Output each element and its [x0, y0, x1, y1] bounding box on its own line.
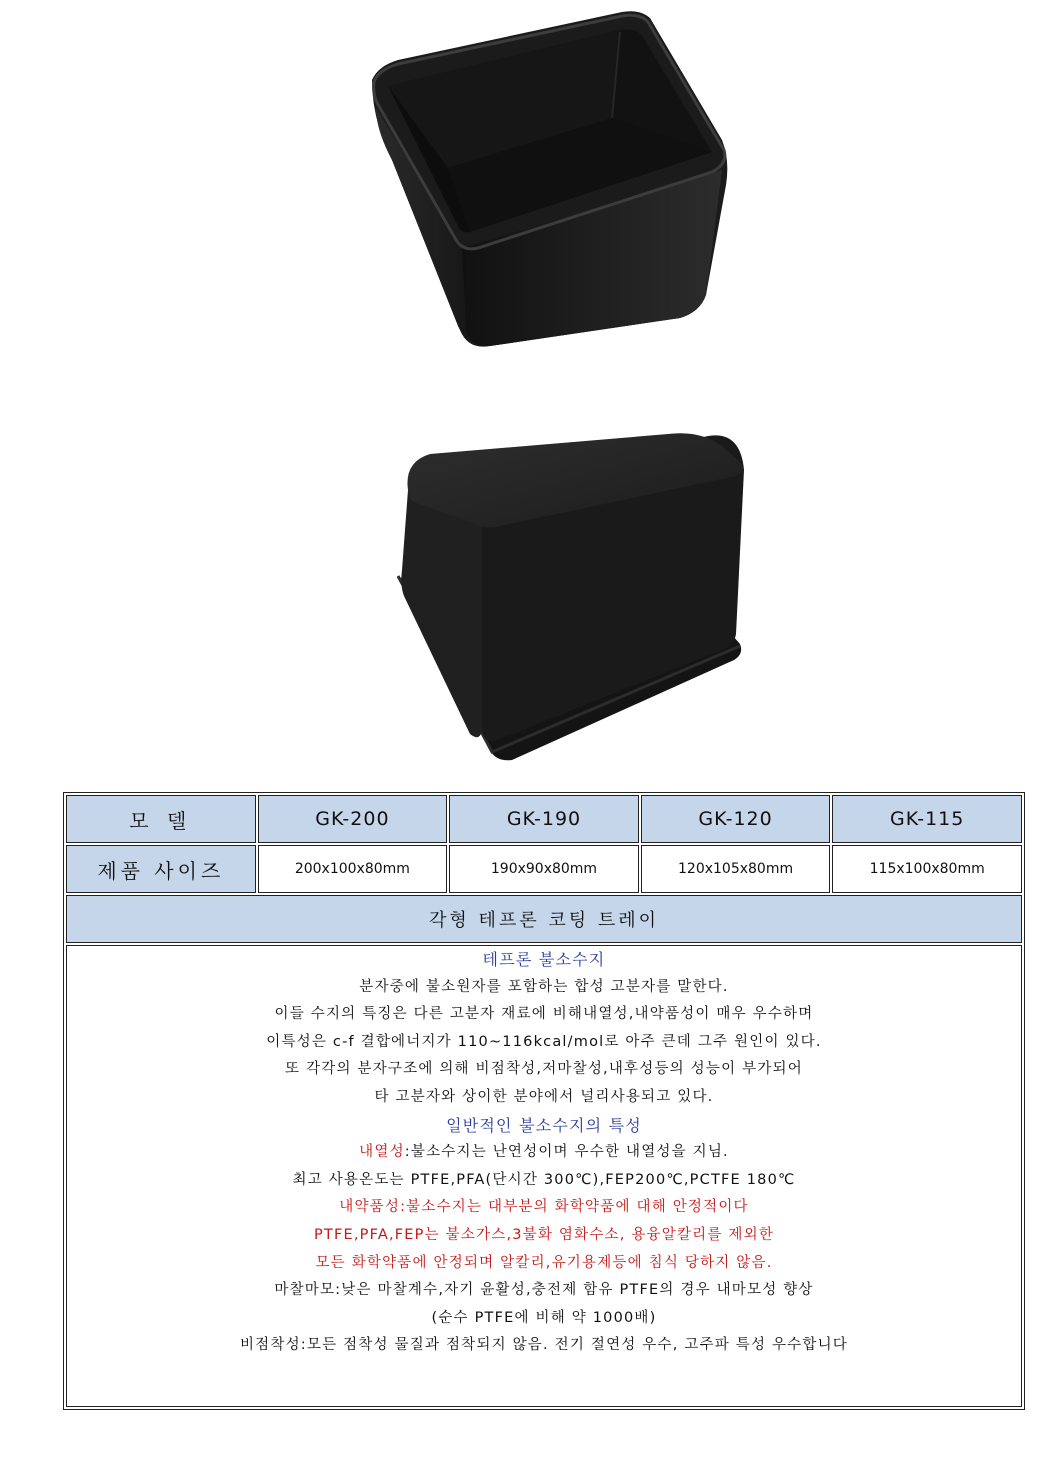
description-line: 또 각각의 분자구조에 의해 비점착성,저마찰성,내후성등의 성능이 부가되어 [285, 1061, 803, 1078]
description-cell [66, 945, 1022, 1407]
spec-table [63, 792, 1025, 1410]
nonstick-line: 비점착성:모든 점착성 물질과 점착되지 않음. 전기 절연성 우수, 고주파 특성 우수합니다 [239, 1337, 849, 1354]
description-row [66, 945, 1022, 1407]
size-label: 제품 사이즈 [66, 845, 256, 893]
heading-properties: 일반적인 불소수지의 특성 [446, 1115, 642, 1135]
heading-teflon: 테프론 불소수지 [482, 950, 606, 969]
product-title: 각형 테프론 코팅 트레이 [66, 895, 1022, 943]
size-cell: 115x100x80mm [832, 845, 1022, 893]
description-line: 이들 수지의 특징은 다른 고분자 재료에 비해내열성,내약품성이 매우 우수하며 [274, 1006, 814, 1023]
description-line: 타 고분자와 상이한 분야에서 널리사용되고 있다. [374, 1088, 714, 1105]
chemical-resistance-line: 내약품성:불소수지는 대부분의 화학약품에 대해 안정적이다 [339, 1199, 749, 1216]
model-cell: GK-120 [641, 795, 831, 843]
heat-resistance-line [67, 1139, 1021, 1167]
chemical-resistance-line: PTFE,PFA,FEP는 불소가스,3불화 염화수소, 용융알칼리를 제외한 [313, 1226, 775, 1243]
product-photo-inverted-tray [0, 400, 1042, 780]
size-cell: 190x90x80mm [449, 845, 639, 893]
wear-line: 마찰마모:낮은 마찰계수,자기 윤활성,충전제 함유 PTFE의 경우 내마모성 향상 [274, 1282, 814, 1299]
heat-resistance-text: :불소수지는 난연성이며 우수한 내열성을 지님. [404, 1144, 729, 1161]
size-cell: 120x105x80mm [641, 845, 831, 893]
description-line: 분자중에 불소원자를 포함하는 합성 고분자를 말한다. [359, 978, 729, 995]
model-cell: GK-190 [449, 795, 639, 843]
heat-resistance-label: 내열성 [359, 1144, 405, 1161]
wear-line: (순수 PTFE에 비해 약 1000배) [431, 1309, 657, 1326]
model-label: 모 델 [66, 795, 256, 843]
model-row [66, 795, 1022, 843]
description-line: 이특성은 c-f 결합에너지가 110~116kcal/mol로 아주 큰데 그주 원인이 있다. [266, 1033, 822, 1050]
model-cell: GK-115 [832, 795, 1022, 843]
size-cell: 200x100x80mm [258, 845, 448, 893]
chemical-resistance-line: 모든 화학약품에 안정되며 알칼리,유기용제등에 침식 당하지 않음. [315, 1254, 773, 1271]
title-row [66, 895, 1022, 943]
description-line: 최고 사용온도는 PTFE,PFA(단시간 300℃),FEP200℃,PCTFE 180℃ [292, 1171, 796, 1188]
model-cell: GK-200 [258, 795, 448, 843]
size-row [66, 845, 1022, 893]
product-photo-open-tray [0, 0, 1042, 370]
